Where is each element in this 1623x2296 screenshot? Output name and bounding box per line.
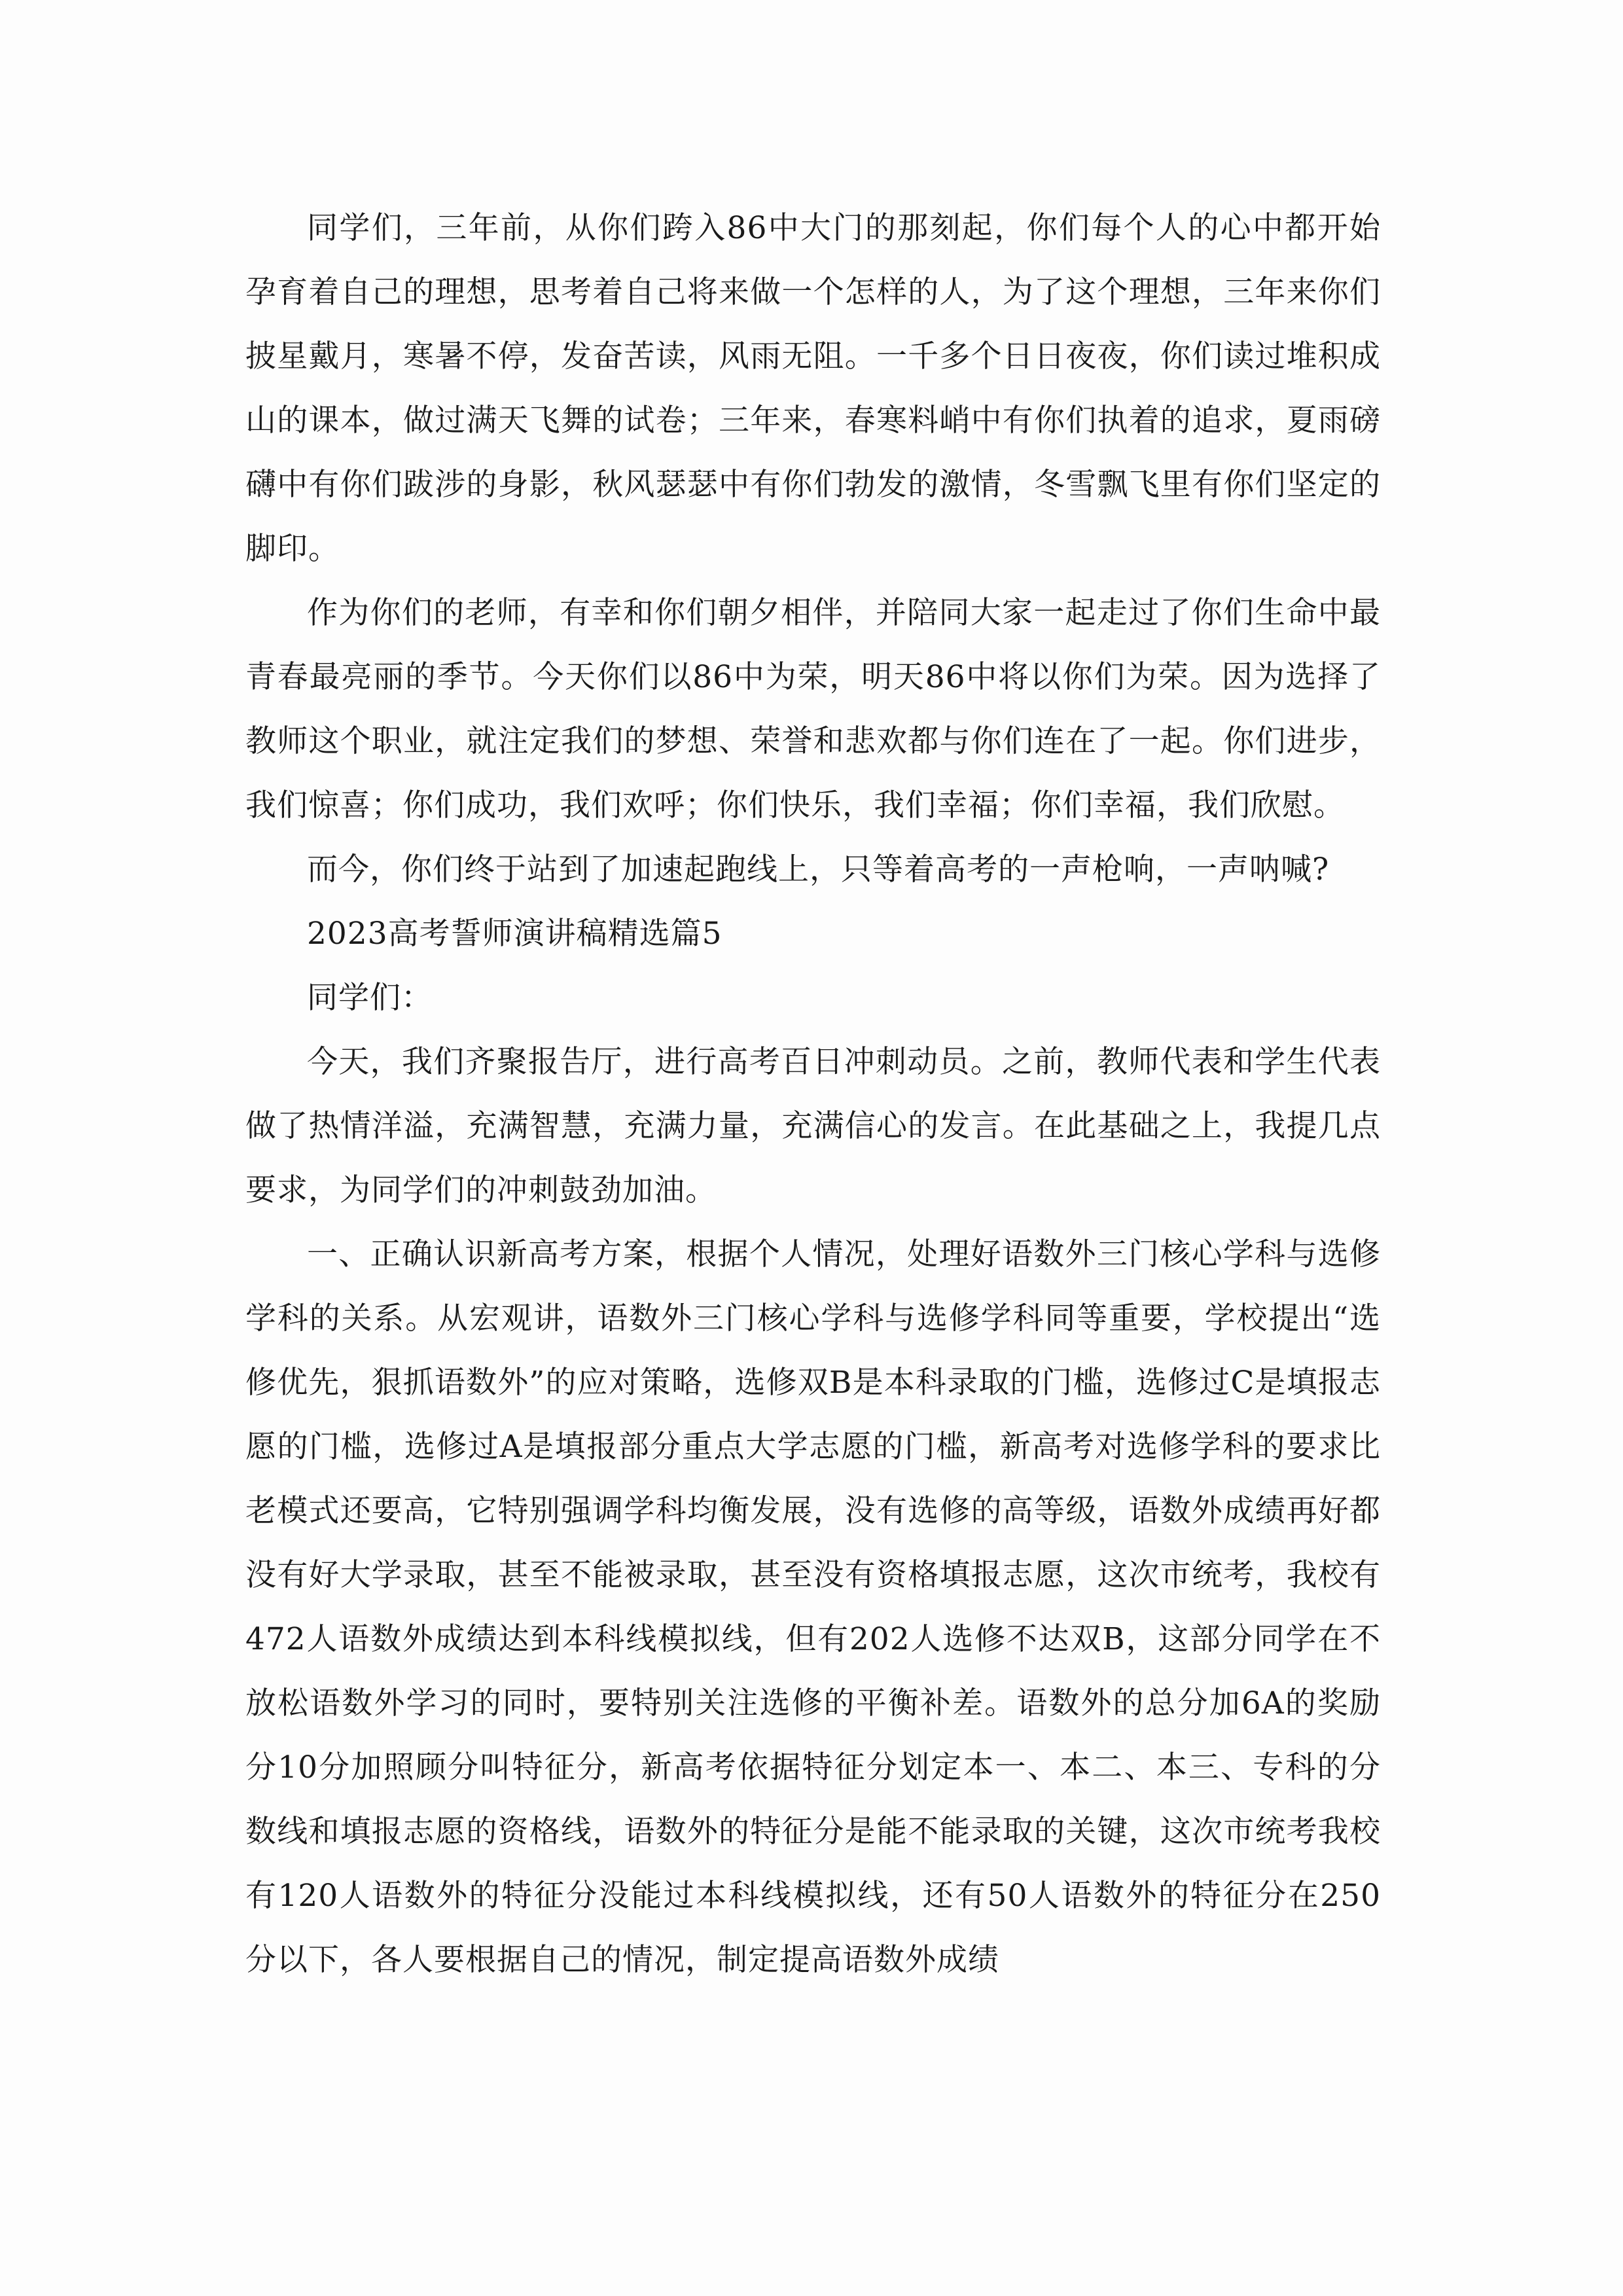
paragraph: 同学们，三年前，从你们跨入86中大门的那刻起，你们每个人的心中都开始孕育着自己的理想，思考着自己将来做一个怎样的人，为了这个理想，三年来你们披星戴月，寒暑不停，发奋苦读，风雨无阻。一千多个日日夜夜，你们读过堆积成山的课本，做过满天飞舞的试卷；三年来，春寒料峭中有你们执着的追求，夏雨磅礴中有你们跋涉的身影，秋风瑟瑟中有你们勃发的激情，冬雪飘飞里有你们坚定的脚印。 xyxy=(245,210,1381,567)
section-heading: 2023高考誓师演讲稿精选篇5 xyxy=(307,916,722,952)
salutation: 同学们： xyxy=(307,980,433,1016)
paragraph: 今天，我们齐聚报告厅，进行高考百日冲刺动员。之前，教师代表和学生代表做了热情洋溢，充满智慧，充满力量，充满信心的发言。在此基础之上，我提几点要求，为同学们的冲刺鼓劲加油。 xyxy=(245,1044,1381,1208)
document-body xyxy=(245,196,1381,1992)
paragraph: 作为你们的老师，有幸和你们朝夕相伴，并陪同大家一起走过了你们生命中最青春最亮丽的季节。今天你们以86中为荣，明天86中将以你们为荣。因为选择了教师这个职业，就注定我们的梦想、荣誉和悲欢都与你们连在了一起。你们进步，我们惊喜；你们成功，我们欢呼；你们快乐，我们幸福；你们幸福，我们欣慰。 xyxy=(245,595,1381,823)
paragraph: 而今，你们终于站到了加速起跑线上，只等着高考的一声枪响，一声呐喊? xyxy=(307,852,1330,888)
paragraph: 一、正确认识新高考方案，根据个人情况，处理好语数外三门核心学科与选修学科的关系。从宏观讲，语数外三门核心学科与选修学科同等重要，学校提出“选修优先，狠抓语数外”的应对策略，选修双B是本科录取的门槛，选修过C是填报志愿的门槛，选修过A是填报部分重点大学志愿的门槛，新高考对选修学科的要求比老模式还要高，它特别强调学科均衡发展，没有选修的高等级，语数外成绩再好都没有好大学录取，甚至不能被录取，甚至没有资格填报志愿，这次市统考，我校有472人语数外成绩达到本科线模拟线，但有202人选修不达双B，这部分同学在不放松语数外学习的同时，要特别关注选修的平衡补差。语数外的总分加6A的奖励分10分加照顾分叫特征分，新高考依据特征分划定本一、本二、本三、专科的分数线和填报志愿的资格线，语数外的特征分是能不能录取的关键，这次市统考我校有120人语数外的特征分没能过本科线模拟线，还有50人语数外的特征分在250分以下，各人要根据自己的情况，制定提高语数外成绩 xyxy=(245,1236,1381,1978)
